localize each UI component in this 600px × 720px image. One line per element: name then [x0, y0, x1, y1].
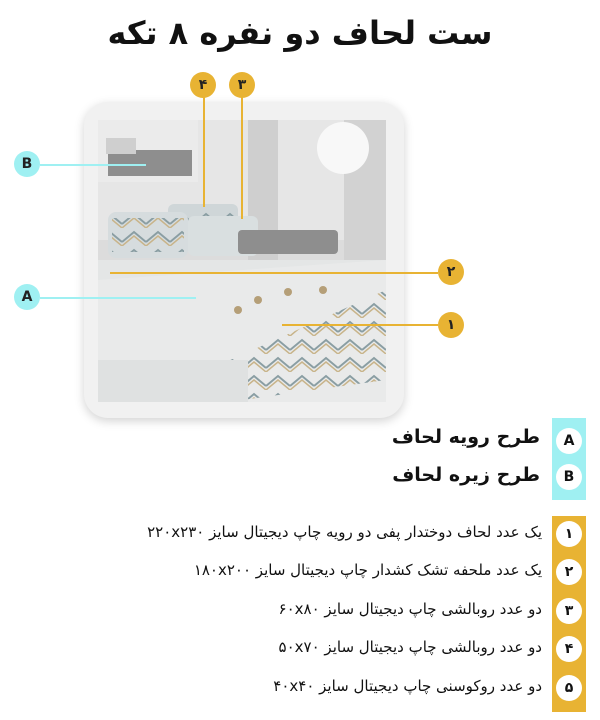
item-label-4: دو عدد روبالشی چاپ دیجیتال سایز ۵۰x۷۰	[278, 638, 542, 656]
page-title: ست لحاف دو نفره ۸ تکه	[107, 14, 493, 52]
callout-badge-1: ۱	[438, 312, 464, 338]
item-label-1: یک عدد لحاف دوختدار پفی دو رویه چاپ دیجیتال سایز ۲۲۰x۲۳۰	[147, 523, 542, 541]
callout-line-4	[203, 97, 205, 207]
item-badge-4: ۴	[556, 636, 582, 662]
item-badge-1: ۱	[556, 521, 582, 547]
callout-badge-4: ۴	[190, 72, 216, 98]
item-badge-3: ۳	[556, 598, 582, 624]
item-label-3: دو عدد روبالشی چاپ دیجیتال سایز ۶۰x۸۰	[278, 600, 542, 618]
legend-badge-a: A	[556, 428, 582, 454]
callout-line-a	[40, 297, 196, 299]
callout-line-2	[110, 272, 438, 274]
legend-label-b: طرح زیره لحاف	[392, 464, 540, 486]
legend-label-a: طرح رویه لحاف	[391, 426, 540, 448]
legend-badge-b: B	[556, 464, 582, 490]
callout-badge-2: ۲	[438, 259, 464, 285]
callout-line-1	[282, 324, 438, 326]
item-label-5: دو عدد روکوسنی چاپ دیجیتال سایز ۴۰x۴۰	[273, 677, 542, 695]
item-badge-5: ۵	[556, 675, 582, 701]
callout-badge-a: A	[14, 284, 40, 310]
callout-badge-b: B	[14, 151, 40, 177]
callout-badge-3: ۳	[229, 72, 255, 98]
item-label-2: یک عدد ملحفه تشک کشدار چاپ دیجیتال سایز ۱۸۰x۲۰۰	[193, 561, 542, 579]
item-badge-2: ۲	[556, 559, 582, 585]
callout-line-b	[40, 164, 146, 166]
callout-line-3	[241, 97, 243, 219]
